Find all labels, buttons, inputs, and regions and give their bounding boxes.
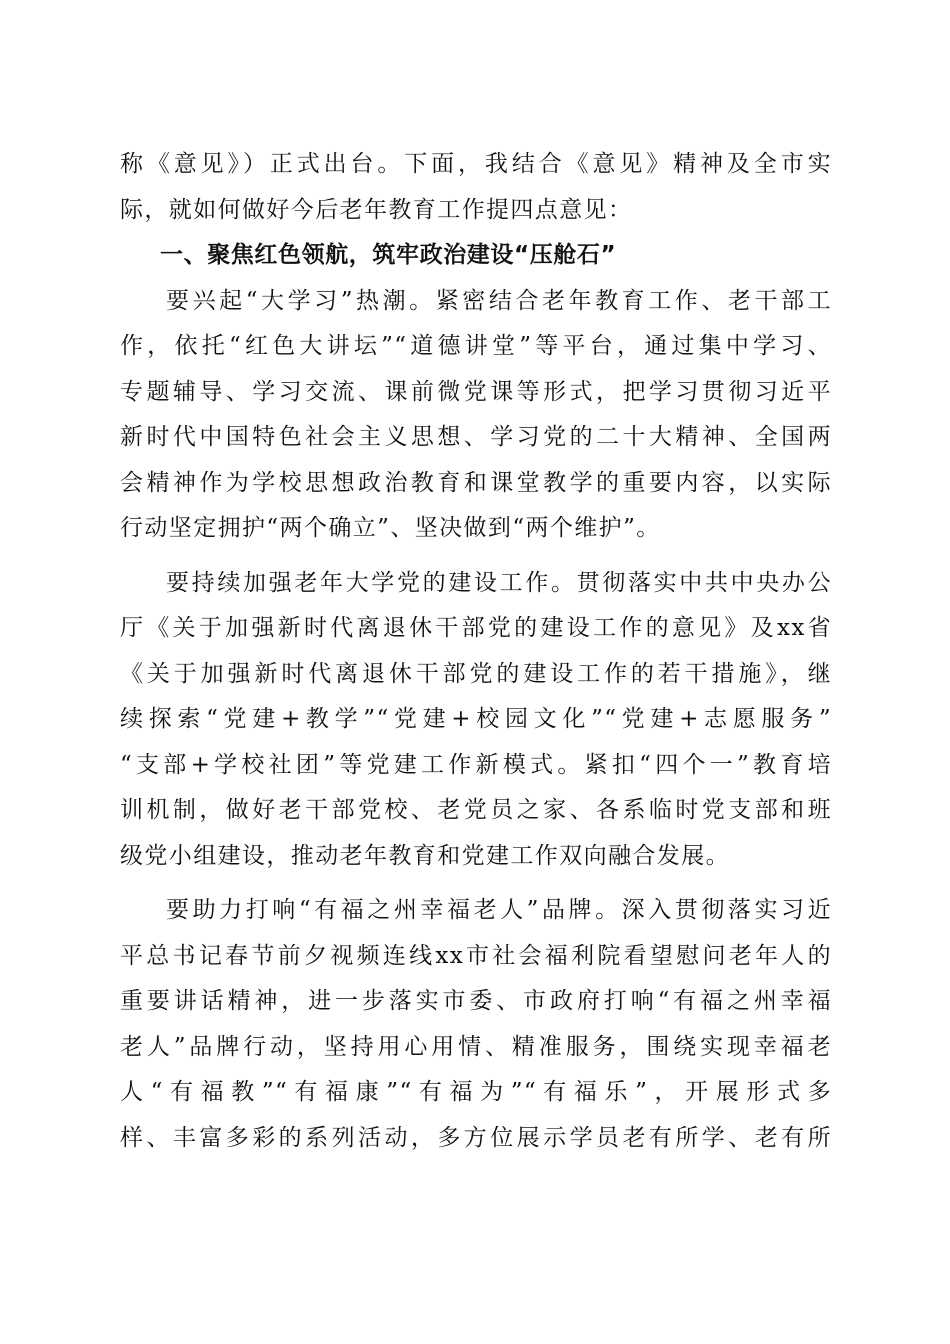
paragraph-line: 要兴起“大学习”热潮。紧密结合老年教育工作、老干部工	[166, 287, 832, 314]
intro-line: 际，就如何做好今后老年教育工作提四点意见：	[120, 196, 633, 223]
paragraph-line: 要持续加强老年大学党的建设工作。贯彻落实中共中央办公	[166, 569, 832, 596]
paragraph-line: 会精神作为学校思想政治教育和课堂教学的重要内容，以实际	[120, 469, 832, 496]
paragraph-line: “支部+学校社团”等党建工作新模式。紧扣“四个一”教育培	[120, 751, 832, 778]
paragraph-line: 《关于加强新时代离退休干部党的建设工作的若干措施》，继	[120, 660, 832, 687]
intro-line: 称《意见》）正式出台。下面，我结合《意见》精神及全市实	[120, 151, 832, 177]
paragraph-line: 作，依托“红色大讲坛”“道德讲堂”等平台，通过集中学习、	[120, 333, 832, 359]
paragraph-line: 专题辅导、学习交流、课前微党课等形式，把学习贯彻习近平	[120, 378, 832, 405]
paragraph-line: 平总书记春节前夕视频连线xx市社会福利院看望慰问老年人的	[120, 942, 832, 969]
paragraph-line: 老人”品牌行动，坚持用心用情、精准服务，围绕实现幸福老	[120, 1033, 832, 1060]
paragraph-line: 续探索“党建+教学”“党建+校园文化”“党建+志愿服务”	[120, 706, 832, 732]
paragraph-gap	[120, 552, 832, 561]
paragraph-line: 厅《关于加强新时代离退休干部党的建设工作的意见》及xx省	[120, 615, 832, 641]
paragraph-line: 行动坚定拥护“两个确立”、坚决做到“两个维护”。	[120, 515, 661, 541]
paragraph-line: 人“有福教”“有福康”“有福为”“有福乐”，开展形式多	[120, 1079, 832, 1105]
section-heading: 一、聚焦红色领航，筑牢政治建设“压舱石”	[160, 242, 617, 268]
paragraph-line: 训机制，做好老干部党校、老党员之家、各系临时党支部和班	[120, 797, 832, 823]
paragraph-gap	[120, 879, 832, 888]
paragraph-line: 样、丰富多彩的系列活动，多方位展示学员老有所学、老有所	[120, 1124, 832, 1151]
document-body	[120, 142, 832, 1161]
paragraph-line: 重要讲话精神，进一步落实市委、市政府打响“有福之州幸福	[120, 988, 832, 1014]
paragraph-line: 要助力打响“有福之州幸福老人”品牌。深入贯彻落实习近	[166, 897, 832, 923]
paragraph-line: 级党小组建设，推动老年教育和党建工作双向融合发展。	[120, 842, 730, 869]
paragraph-line: 新时代中国特色社会主义思想、学习党的二十大精神、全国两	[120, 424, 832, 450]
